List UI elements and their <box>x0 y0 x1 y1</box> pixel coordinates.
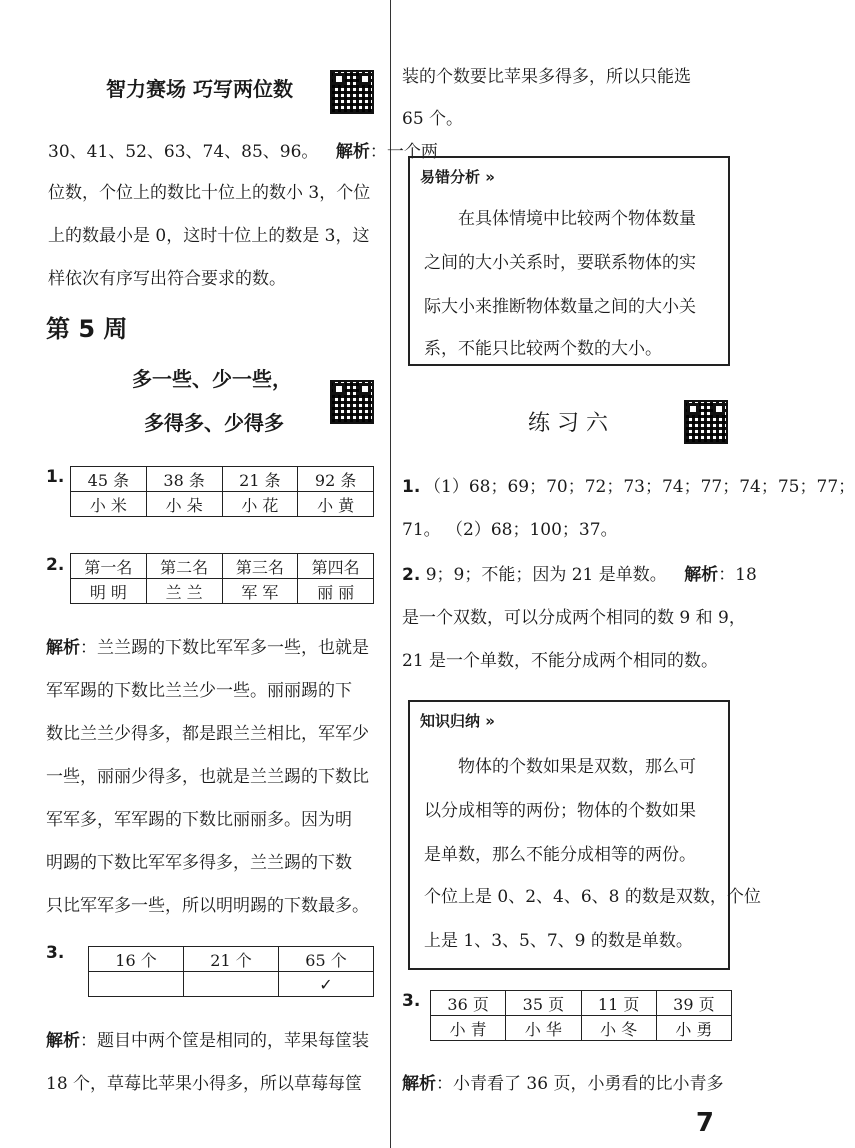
q1-cell: 45 条 <box>71 467 147 492</box>
week-title: 第 5 周 <box>46 315 128 343</box>
box1-line-3: 系，不能只比较两个数的大小。 <box>424 339 662 359</box>
q2-cell: 军 军 <box>222 579 298 604</box>
q2-cell: 第二名 <box>146 554 222 579</box>
q2-cell: 丽 丽 <box>298 579 374 604</box>
r3-cell: 小 勇 <box>656 1016 731 1041</box>
box1-line-1: 之间的大小关系时，要联系物体的实 <box>424 253 696 273</box>
q3-number: 3. <box>46 943 65 963</box>
q3-analysis-line-0: 解析：题目中两个筐是相同的，苹果每筐装 <box>46 1031 369 1051</box>
box2-line-2: 是单数，那么不能分成相等的两份。 <box>424 845 696 865</box>
q3-table <box>88 946 374 997</box>
knowledge-summary-heading: 知识归纳 » <box>420 712 495 730</box>
box2-line-1: 以分成相等的两份；物体的个数如果 <box>424 801 696 821</box>
r2-line-1: 是一个双数，可以分成两个相同的数 9 和 9， <box>402 608 746 628</box>
r3-table <box>430 990 732 1041</box>
r2-label: 解析 <box>684 565 719 585</box>
r3-analysis-line: 解析：小青看了 36 页，小勇看的比小青多 <box>402 1074 724 1094</box>
r2-line-0: 2. 9；9；不能；因为 21 是单数。 解析：18 <box>402 565 757 585</box>
box2-line-4: 上是 1、3、5、7、9 的数是单数。 <box>424 931 693 951</box>
q2-analysis-line-6: 只比军军多一些，所以明明踢的下数最多。 <box>46 896 369 916</box>
r3-cell: 小 华 <box>506 1016 581 1041</box>
page-number: 7 <box>695 1108 714 1138</box>
r3-label: 解析 <box>402 1074 436 1094</box>
r1-line-1: 71。 （2）68；100；37。 <box>402 520 618 540</box>
column-divider <box>390 0 391 1148</box>
q1-cell: 小 朵 <box>146 492 222 517</box>
r3-cell: 小 青 <box>431 1016 506 1041</box>
q1-cell: 小 米 <box>71 492 147 517</box>
continued-line-1: 65 个。 <box>402 109 464 129</box>
r3-number: 3. <box>402 991 421 1011</box>
r3-cell: 35 页 <box>506 991 581 1016</box>
box2-line-0: 物体的个数如果是双数，那么可 <box>458 757 696 777</box>
q2-analysis-line-1: 军军踢的下数比兰兰少一些。丽丽踢的下 <box>46 681 352 701</box>
q2-cell: 第一名 <box>71 554 147 579</box>
q2-analysis-line-4: 军军多，军军踢的下数比丽丽多。因为明 <box>46 810 352 830</box>
s1-label: 解析 <box>335 142 370 162</box>
q3-cell <box>184 972 279 997</box>
q2-table <box>70 553 374 604</box>
s1-line-0: 30、41、52、63、74、85、96。 解析：一个两 <box>48 142 438 162</box>
mistake-analysis-heading: 易错分析 » <box>420 168 495 186</box>
r3-cell: 36 页 <box>431 991 506 1016</box>
continued-line-0: 装的个数要比苹果多得多，所以只能选 <box>402 67 691 87</box>
r3-cell: 39 页 <box>656 991 731 1016</box>
q2-cell: 第三名 <box>222 554 298 579</box>
q3-cell: 16 个 <box>89 947 184 972</box>
r3-cell: 小 冬 <box>581 1016 656 1041</box>
box2-line-3: 个位上是 0、2、4、6、8 的数是双数，个位 <box>424 887 761 907</box>
lesson-title-line1: 多一些、少一些， <box>132 367 292 391</box>
q1-cell: 38 条 <box>146 467 222 492</box>
r3-cell: 11 页 <box>581 991 656 1016</box>
section-title-smart-arena: 智力赛场 巧写两位数 <box>106 77 293 101</box>
q1-table <box>70 466 374 517</box>
q1-number: 1. <box>46 467 65 487</box>
r2-line-2: 21 是一个单数，不能分成两个相同的数。 <box>402 651 719 671</box>
q2-analysis-line-2: 数比兰兰少得多，都是跟兰兰相比，军军少 <box>46 724 369 744</box>
qr-code-icon[interactable] <box>684 400 728 444</box>
q2-number: 2. <box>46 555 65 575</box>
q2-cell: 明 明 <box>71 579 147 604</box>
mistake-analysis-box <box>408 156 730 366</box>
qr-code-icon[interactable] <box>330 70 374 114</box>
q1-cell: 21 条 <box>222 467 298 492</box>
checkmark-icon: ✓ <box>279 972 374 997</box>
q2-analysis-line-5: 明踢的下数比军军多得多，兰兰踢的下数 <box>46 853 352 873</box>
r1-number: 1. <box>402 477 421 497</box>
knowledge-summary-box <box>408 700 761 970</box>
q2-label: 解析 <box>46 638 80 658</box>
q2-analysis-line-0: 解析：兰兰踢的下数比军军多一些，也就是 <box>46 638 369 658</box>
q3-cell: 21 个 <box>184 947 279 972</box>
q3-label: 解析 <box>46 1031 80 1051</box>
q3-cell: 65 个 <box>279 947 374 972</box>
q1-cell: 小 黄 <box>298 492 374 517</box>
q1-cell: 92 条 <box>298 467 374 492</box>
q2-cell: 第四名 <box>298 554 374 579</box>
q1-cell: 小 花 <box>222 492 298 517</box>
q3-analysis-line-1: 18 个，草莓比苹果小得多，所以草莓每筐 <box>46 1074 363 1094</box>
qr-code-icon[interactable] <box>330 380 374 424</box>
q3-cell <box>89 972 184 997</box>
q2-analysis-line-3: 一些，丽丽少得多，也就是兰兰踢的下数比 <box>46 767 369 787</box>
box1-line-0: 在具体情境中比较两个物体数量 <box>458 209 696 229</box>
s1-line-3: 样依次有序写出符合要求的数。 <box>48 269 286 289</box>
q2-cell: 兰 兰 <box>146 579 222 604</box>
r1-line-0: （1）68；69；70；72；73；74；77；74；75；77； <box>424 477 855 497</box>
box1-line-2: 际大小来推断物体数量之间的大小关 <box>424 297 696 317</box>
s1-line-1: 位数，个位上的数比十位上的数小 3，个位 <box>48 183 371 203</box>
s1-line-2: 上的数最小是 0，这时十位上的数是 3，这 <box>48 226 370 246</box>
lesson-title-line2: 多得多、少得多 <box>144 411 284 435</box>
section-title-practice-six: 练 习 六 <box>528 411 608 436</box>
